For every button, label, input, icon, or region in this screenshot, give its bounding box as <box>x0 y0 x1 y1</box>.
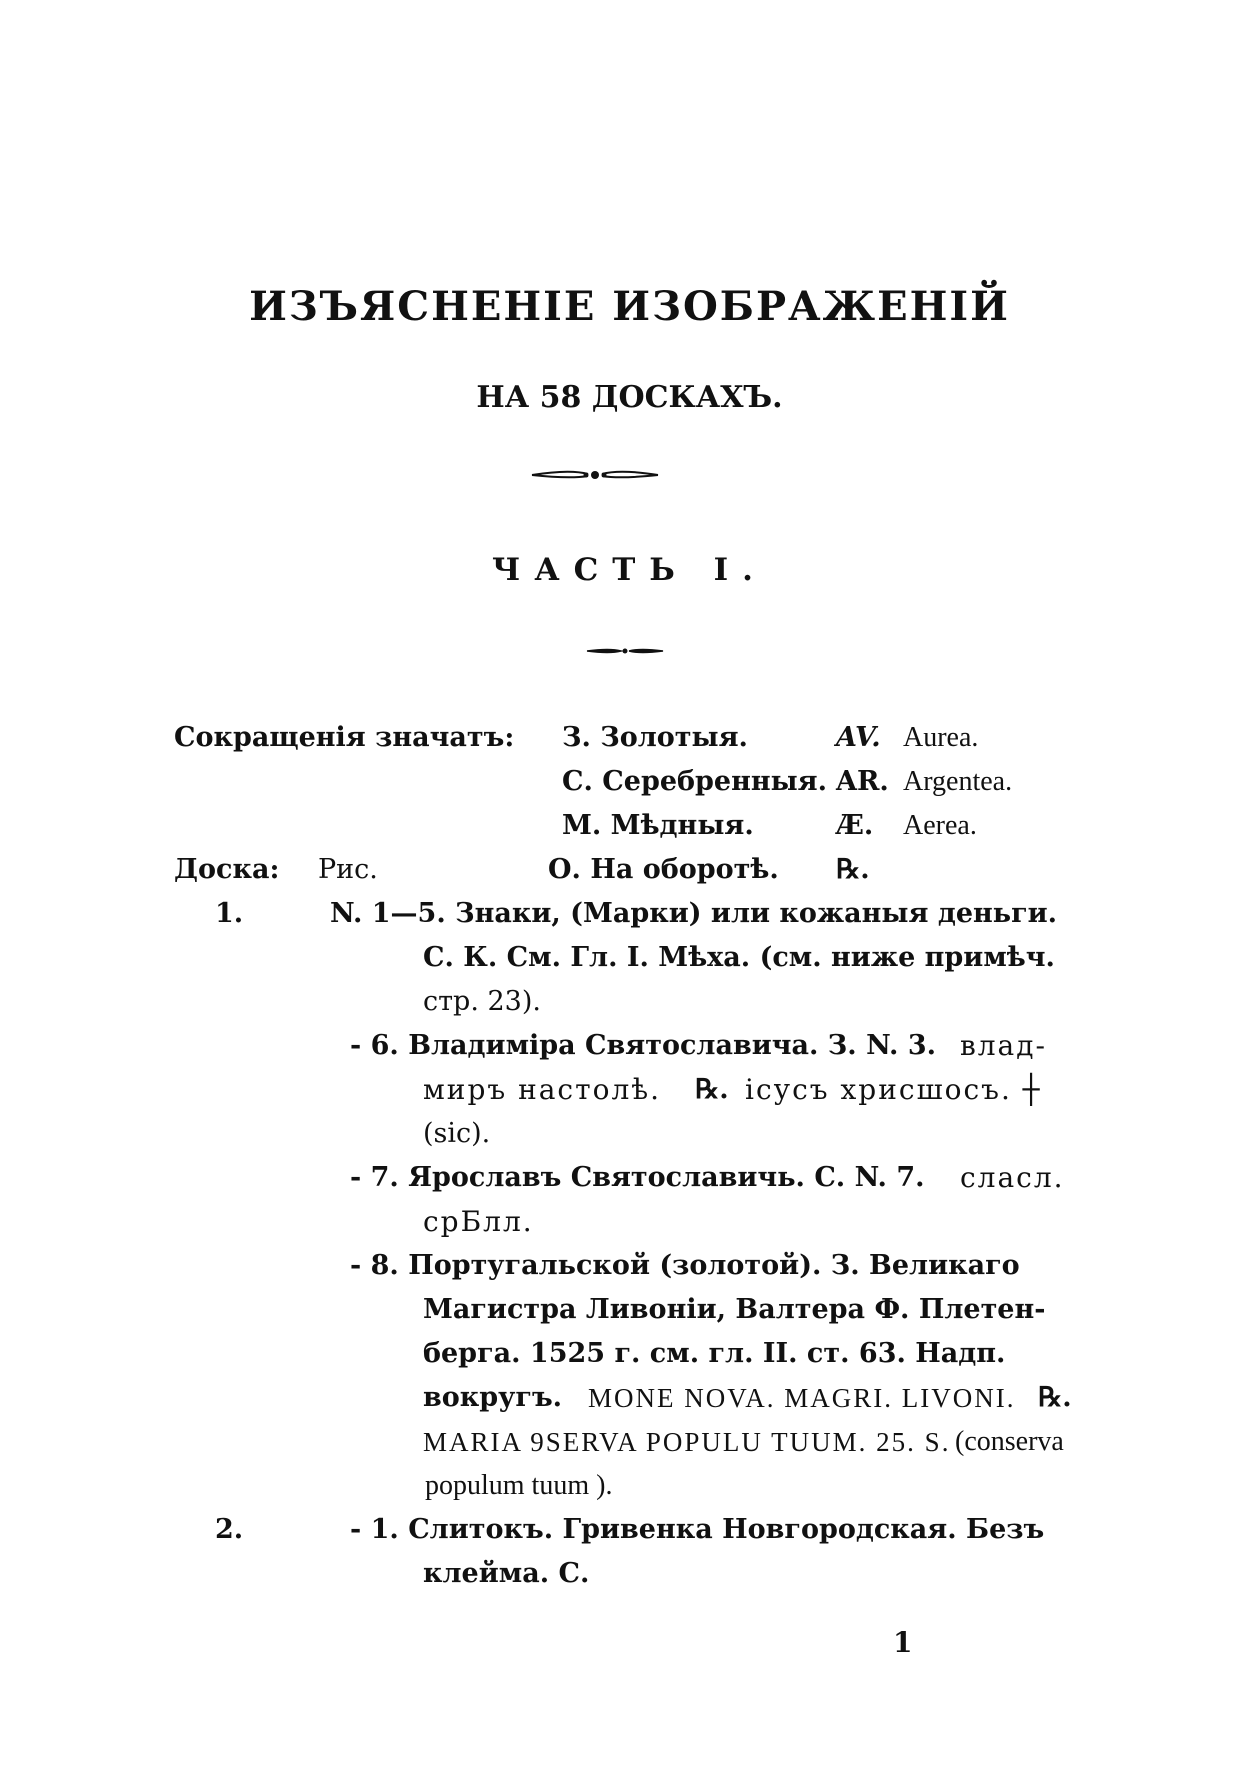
abbrev-code-gold: З. Золотыя. <box>562 722 748 753</box>
entry-2-line-3: (sic). <box>423 1118 491 1149</box>
entry-5-line-2: клейма. С. <box>423 1558 590 1589</box>
board-number-1: 1. <box>215 898 244 929</box>
column-header-ris: Рис. <box>318 854 378 885</box>
abbrev-latin-gold: Aurea. <box>903 722 979 753</box>
entry-4-line-1: - 8. Португальской (золотой). З. Великаго <box>350 1250 1020 1281</box>
page-subtitle: НА 58 ДОСКАХЪ. <box>476 380 783 415</box>
entry-3-line-1: - 7. Ярославъ Святославичь. С. N. 7. <box>350 1162 925 1193</box>
abbrev-code-reverse: О. На оборотѣ. <box>548 854 779 885</box>
entry-4-reverse-mark: ℞. <box>1038 1382 1072 1413</box>
entry-5-line-1: - 1. Слитокъ. Гривенка Новгородская. Безъ <box>350 1514 1045 1545</box>
abbrev-symbol-silver: AR. <box>836 766 889 797</box>
board-number-2: 2. <box>215 1514 244 1545</box>
page-title: ИЗЪЯСНЕНІЕ ИЗОБРАЖЕНІЙ <box>249 283 1010 330</box>
abbrev-symbol-reverse: ℞. <box>836 854 870 885</box>
entry-2-slavonic-1: влад- <box>960 1029 1047 1062</box>
abbrev-symbol-gold: AV. <box>836 722 881 753</box>
entry-3-slavonic-2: срБлл. <box>423 1205 534 1238</box>
abbrev-latin-silver: Argentea. <box>903 766 1013 797</box>
abbrev-symbol-copper: Æ. <box>836 810 874 841</box>
abbrev-label: Сокращенія значатъ: <box>174 722 515 753</box>
entry-1-line-2: С. К. См. Гл. I. Мѣха. (см. ниже примѣч. <box>423 942 1055 973</box>
entry-4-inscription-1: MONE NOVA. MAGRI. LIVONI. <box>588 1383 1016 1413</box>
entry-2-reverse-mark: ℞. <box>695 1074 729 1105</box>
entry-4-line-4: вокругъ. <box>423 1382 563 1413</box>
entry-2-line-1: - 6. Владиміра Святославича. З. N. 3. <box>350 1030 937 1061</box>
ornament-divider-small <box>585 645 665 657</box>
entry-4-latin-1: (conserva <box>955 1426 1064 1457</box>
entry-2-slavonic-3: ісусъ хрисшосъ. ┼ <box>745 1073 1042 1106</box>
column-header-doska: Доска: <box>174 854 280 885</box>
entry-4-line-2: Магистра Ливоніи, Валтера Ф. Плетен- <box>423 1294 1046 1325</box>
entry-1-line-1: N. 1—5. Знаки, (Марки) или кожаныя деньги. <box>330 898 1058 929</box>
entry-4-latin-2: populum tuum ). <box>425 1470 613 1501</box>
abbrev-code-silver: С. Серебренныя. <box>562 766 828 797</box>
ornament-divider-large <box>530 465 660 485</box>
abbrev-latin-copper: Aerea. <box>903 810 977 841</box>
part-heading: ЧАСТЬ I. <box>492 552 767 588</box>
entry-4-line-3: берга. 1525 г. см. гл. II. ст. 63. Надп. <box>423 1338 1006 1369</box>
entry-1-line-3: стр. 23). <box>423 986 541 1017</box>
page-number: 1 <box>893 1626 913 1659</box>
entry-2-slavonic-2: миръ настолѣ. <box>423 1073 662 1106</box>
entry-4-inscription-2: MARIA 9SERVA POPULU TUUM. 25. S. <box>423 1427 951 1457</box>
abbrev-code-copper: М. Мѣдныя. <box>562 810 754 841</box>
entry-3-slavonic-1: сласл. <box>960 1161 1065 1194</box>
